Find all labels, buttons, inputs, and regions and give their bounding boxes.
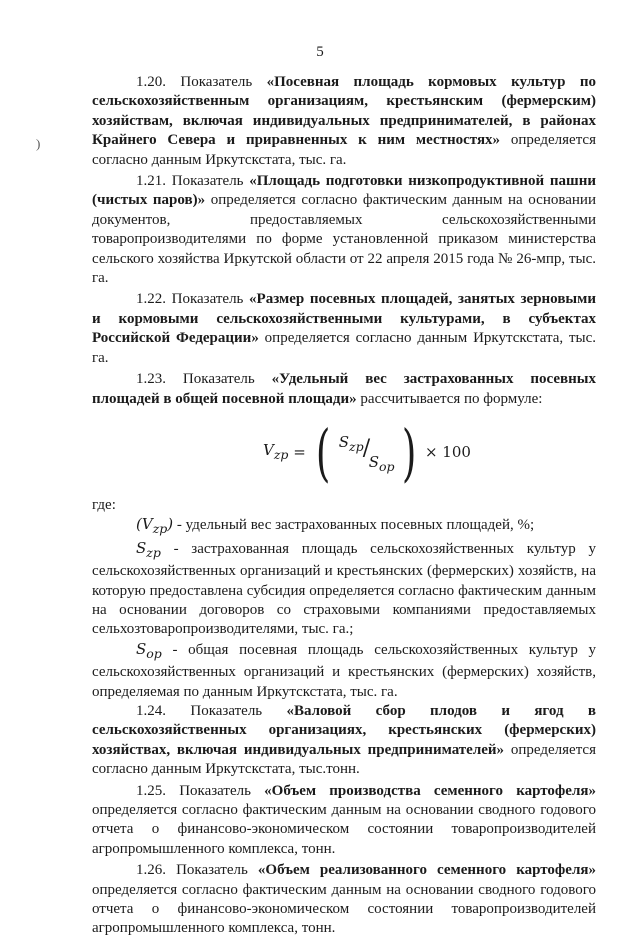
paragraph-1-25 [92, 782, 596, 860]
definition-text: - удельный вес застрахованных посевных площадей, %; [173, 517, 535, 534]
paragraph-tail: определяется согласно фактическим данным на основании сводного годового отчета о финансово-экономическом состоянии товаропроизводителей агропромышленного комплекса, тонн. [92, 881, 596, 937]
paragraph-lead: 1.22. Показатель [136, 291, 250, 308]
paragraph-lead: 1.21. Показатель [136, 173, 250, 190]
formula-fraction [335, 433, 397, 473]
symbol-sop: $S_{op}$ [136, 639, 162, 661]
left-paren: ( [315, 415, 330, 489]
symbol-vzp: $(V_{zp})$ [136, 515, 174, 537]
paragraph-tail: определяется согласно данным Иркутскстата, тыс. га. [92, 330, 596, 366]
indicator-name: «Объем реализованного семенного картофеля» [257, 862, 596, 879]
formula-equals: = [288, 443, 311, 462]
paragraph-tail: определяется согласно фактическим данным на основании сводного годового отчета о финансово-экономическом состоянии товаропроизводителей агропромышленного комплекса, тонн. [92, 802, 596, 857]
formula [263, 415, 596, 489]
indicator-name: «Удельный вес застрахованных посевных площадей в общей посевной площади» [92, 371, 596, 407]
paragraph-tail: определяется согласно данным Иркутскстата, тыс.тонн. [92, 741, 596, 778]
paragraph-1-23 [92, 370, 596, 409]
definition-vzp [92, 515, 596, 538]
indicator-name: «Площадь подготовки низкопродуктивной пашни (чистых паров)» [92, 173, 596, 209]
paragraph-tail: определяется согласно фактическим данным на основании документов, предоставляемых сельскохозяйственными товаропроизводителями по форме установленной приказом министерства сельского хозяйства Иркутской области от 22 апреля 2015 года № 26-мпр, тыс. га. [92, 192, 596, 287]
symbol-szp: $S_{zp}$ [136, 538, 161, 560]
formula-numerator: $S_{zp}$ [338, 432, 364, 454]
page-number: 5 [316, 44, 324, 60]
paragraph-tail: рассчитывается по формуле: [356, 390, 543, 407]
paragraph-lead: 1.24. Показатель [136, 702, 287, 719]
paragraph-lead: 1.26. Показатель [136, 862, 258, 879]
where-label: где: [92, 496, 116, 513]
right-paren: ) [401, 415, 417, 489]
paragraph-1-24 [92, 702, 596, 780]
definition-text: - общая посевная площадь сельскохозяйственных культур у сельскохозяйственных организаций и крестьянских (фермерских) хозяйств, определяемая по данным Иркутскстата, тыс. га. [92, 641, 596, 700]
indicator-name: «Посевная площадь кормовых культур по сельскохозяйственным организациям, крестьянским (фермерским) хозяйствам, включая индивидуальных предпринимателей, в районах Крайнего Севера и приравненных к ним местностях» [92, 74, 596, 149]
paragraph-1-26 [92, 861, 596, 939]
definition-szp [92, 539, 596, 640]
paragraph-lead: 1.25. Показатель [136, 782, 265, 799]
paragraph-1-21 [92, 172, 596, 288]
paragraph-1-20 [92, 73, 596, 170]
formula-lhs: $V_{zp}$ [263, 441, 289, 463]
paragraph-1-22 [92, 290, 596, 368]
indicator-name: «Валовой сбор плодов и ягод в сельскохозяйственных организациях, крестьянских (фермерских) хозяйствах, включая индивидуальных предпринимателей» [92, 702, 596, 758]
paragraph-tail: определяется согласно данным Иркутскстата, тыс. га. [92, 132, 596, 168]
paragraph-lead: 1.20. Показатель [136, 74, 267, 90]
margin-mark: ) [36, 136, 41, 151]
indicator-name: «Размер посевных площадей, занятых зерновыми и кормовыми сельскохозяйственными культурами, в субъектах Российской Федерации» [92, 291, 596, 347]
fraction-slash: / [362, 435, 371, 461]
definition-sop [92, 640, 596, 702]
indicator-name: «Объем производства семенного картофеля» [264, 782, 596, 799]
formula-denominator: $S_{op}$ [368, 452, 395, 474]
document-body [92, 73, 596, 939]
paragraph-lead: 1.23. Показатель [136, 371, 272, 388]
definition-text: - застрахованная площадь сельскохозяйственных культур у сельскохозяйственных организаций и крестьянских (фермерских) хозяйств, на которую предоставлена субсидия определяется согласно фактическим данным на основании договоров со страховыми компаниями предоставляемых сельхозтоваропроизводителями, тыс. га.; [92, 540, 596, 638]
formula-multiplier: × 100 [424, 443, 471, 462]
